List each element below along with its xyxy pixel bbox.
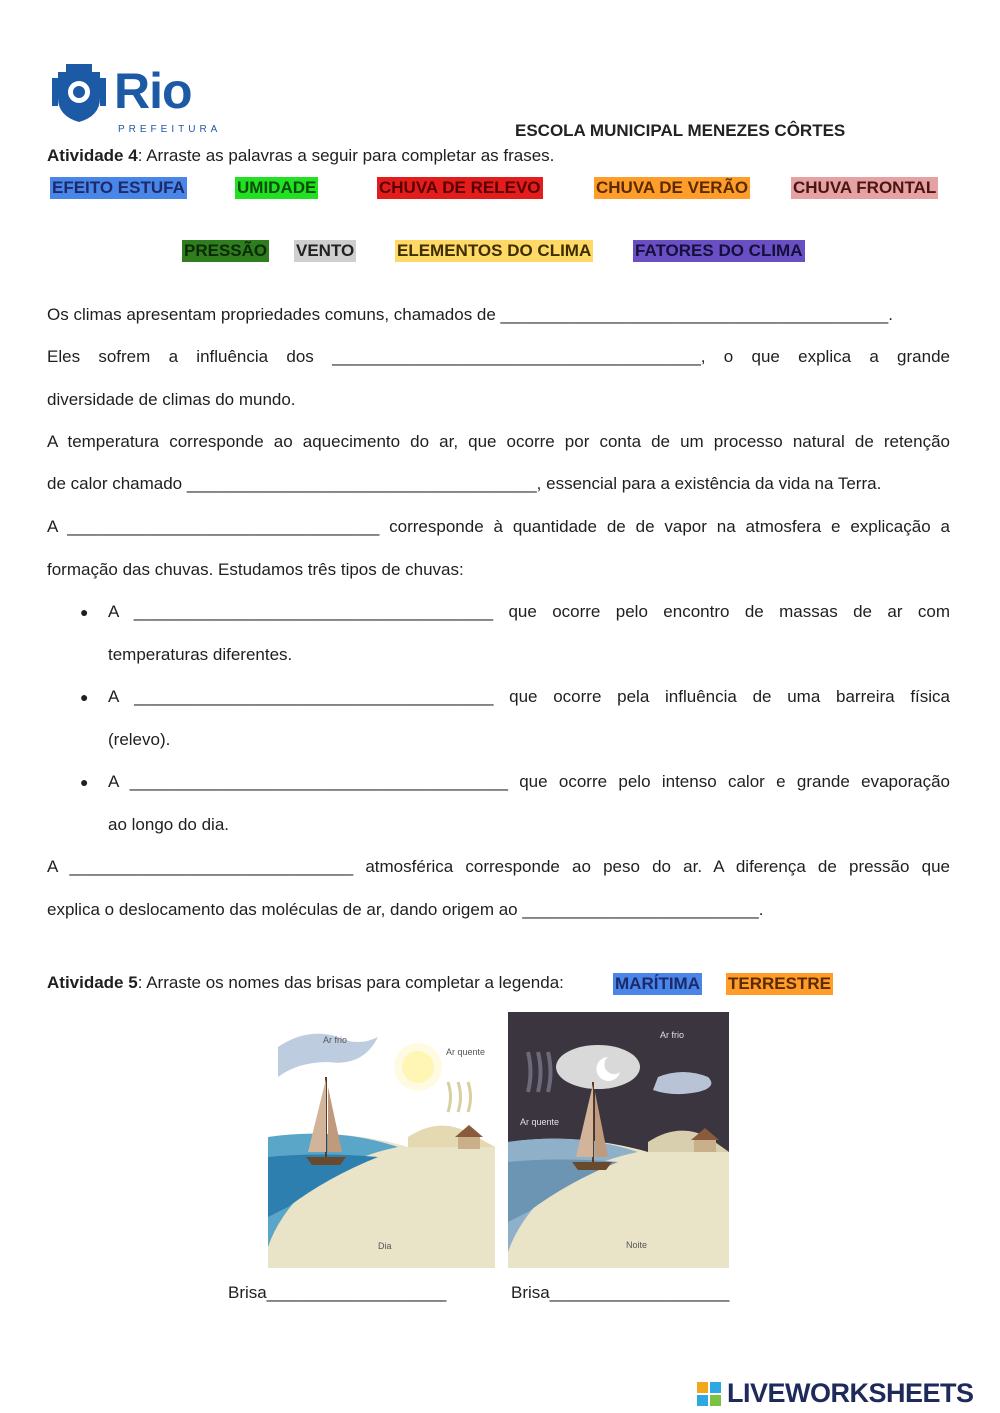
activity5-title: Atividade 5 [47, 973, 138, 992]
text-line: (relevo). [108, 730, 171, 749]
word-chuva-frontal[interactable]: CHUVA FRONTAL [793, 178, 937, 197]
text-line: Os climas apresentam propriedades comuns, chamados de _________________________________________. [47, 305, 893, 324]
word-efeito-estufa[interactable]: EFEITO ESTUFA [52, 178, 185, 197]
text-line: A _________________________________ corresponde à quantidade de de vapor na atmosfera e explicação a [47, 517, 950, 536]
liveworksheets-icon [697, 1382, 721, 1406]
word-pressao[interactable]: PRESSÃO [184, 241, 268, 260]
school-name: ESCOLA MUNICIPAL MENEZES CÔRTES [515, 121, 846, 140]
night-label: Noite [626, 1240, 648, 1250]
caption-night-blank[interactable]: Brisa___________________ [511, 1283, 730, 1302]
text-line: A ______________________________________ que ocorre pelo encontro de massas de ar com [108, 602, 950, 621]
liveworksheets-logo [697, 1378, 997, 1408]
day-breeze-figure [268, 1007, 495, 1268]
word-chuva-de-relevo[interactable]: CHUVA DE RELEVO [379, 178, 541, 197]
word-terrestre[interactable]: TERRESTRE [728, 974, 831, 993]
brand-subtitle: PREFEITURA [118, 124, 222, 135]
activity5-instruction [47, 973, 564, 993]
brand-name: Rio [114, 63, 192, 119]
text-line: formação das chuvas. Estudamos três tipos de chuvas: [47, 560, 464, 579]
night-hot-air-label: Ar quente [520, 1117, 560, 1127]
text-line: temperaturas diferentes. [108, 645, 293, 664]
activity4-instruction [47, 146, 554, 166]
text-line: diversidade de climas do mundo. [47, 390, 296, 409]
text-line: Eles sofrem a influência dos _______________________________________, o que explica a grande [47, 347, 950, 366]
word-vento[interactable]: VENTO [296, 241, 355, 260]
bullet-icon: ● [80, 689, 89, 705]
day-cold-air-label: Ar frio [323, 1035, 348, 1045]
night-cold-air-label: Ar frio [660, 1030, 685, 1040]
day-label: Dia [378, 1241, 392, 1251]
word-fatores-do-clima[interactable]: FATORES DO CLIMA [635, 241, 803, 260]
night-breeze-figure [508, 1012, 729, 1268]
activity4-title: Atividade 4 [47, 146, 138, 165]
text-line: A ______________________________ atmosférica corresponde ao peso do ar. A diferença de pressão que [47, 857, 950, 876]
prefeitura-rio-logo [50, 60, 220, 142]
word-umidade[interactable]: UMIDADE [237, 178, 317, 197]
text-line: ao longo do dia. [108, 815, 229, 834]
text-line: A ______________________________________ que ocorre pela influência de uma barreira física [108, 687, 950, 706]
word-maritima[interactable]: MARÍTIMA [615, 974, 700, 993]
bullet-icon: ● [80, 604, 89, 620]
liveworksheets-text: LIVEWORKSHEETS [727, 1378, 974, 1408]
caption-day-blank[interactable]: Brisa___________________ [228, 1283, 447, 1302]
activity4-instruction-text: : Arraste as palavras a seguir para completar as frases. [137, 146, 555, 165]
text-line: A temperatura corresponde ao aquecimento do ar, que ocorre por conta de um processo natural de retenção [47, 432, 950, 451]
text-line: de calor chamado _____________________________________, essencial para a existência da vida na Terra. [47, 474, 882, 493]
word-elementos-do-clima[interactable]: ELEMENTOS DO CLIMA [397, 241, 592, 260]
text-line: explica o deslocamento das moléculas de ar, dando origem ao _________________________. [47, 900, 764, 919]
activity5-instruction-text: : Arraste os nomes das brisas para completar a legenda: [137, 973, 564, 992]
text-line: A ________________________________________ que ocorre pelo intenso calor e grande evaporação [108, 772, 950, 791]
coat-of-arms-icon [50, 62, 108, 124]
bullet-icon: ● [80, 774, 89, 790]
word-chuva-de-verao[interactable]: CHUVA DE VERÃO [596, 178, 749, 197]
day-hot-air-label: Ar quente [446, 1047, 486, 1057]
